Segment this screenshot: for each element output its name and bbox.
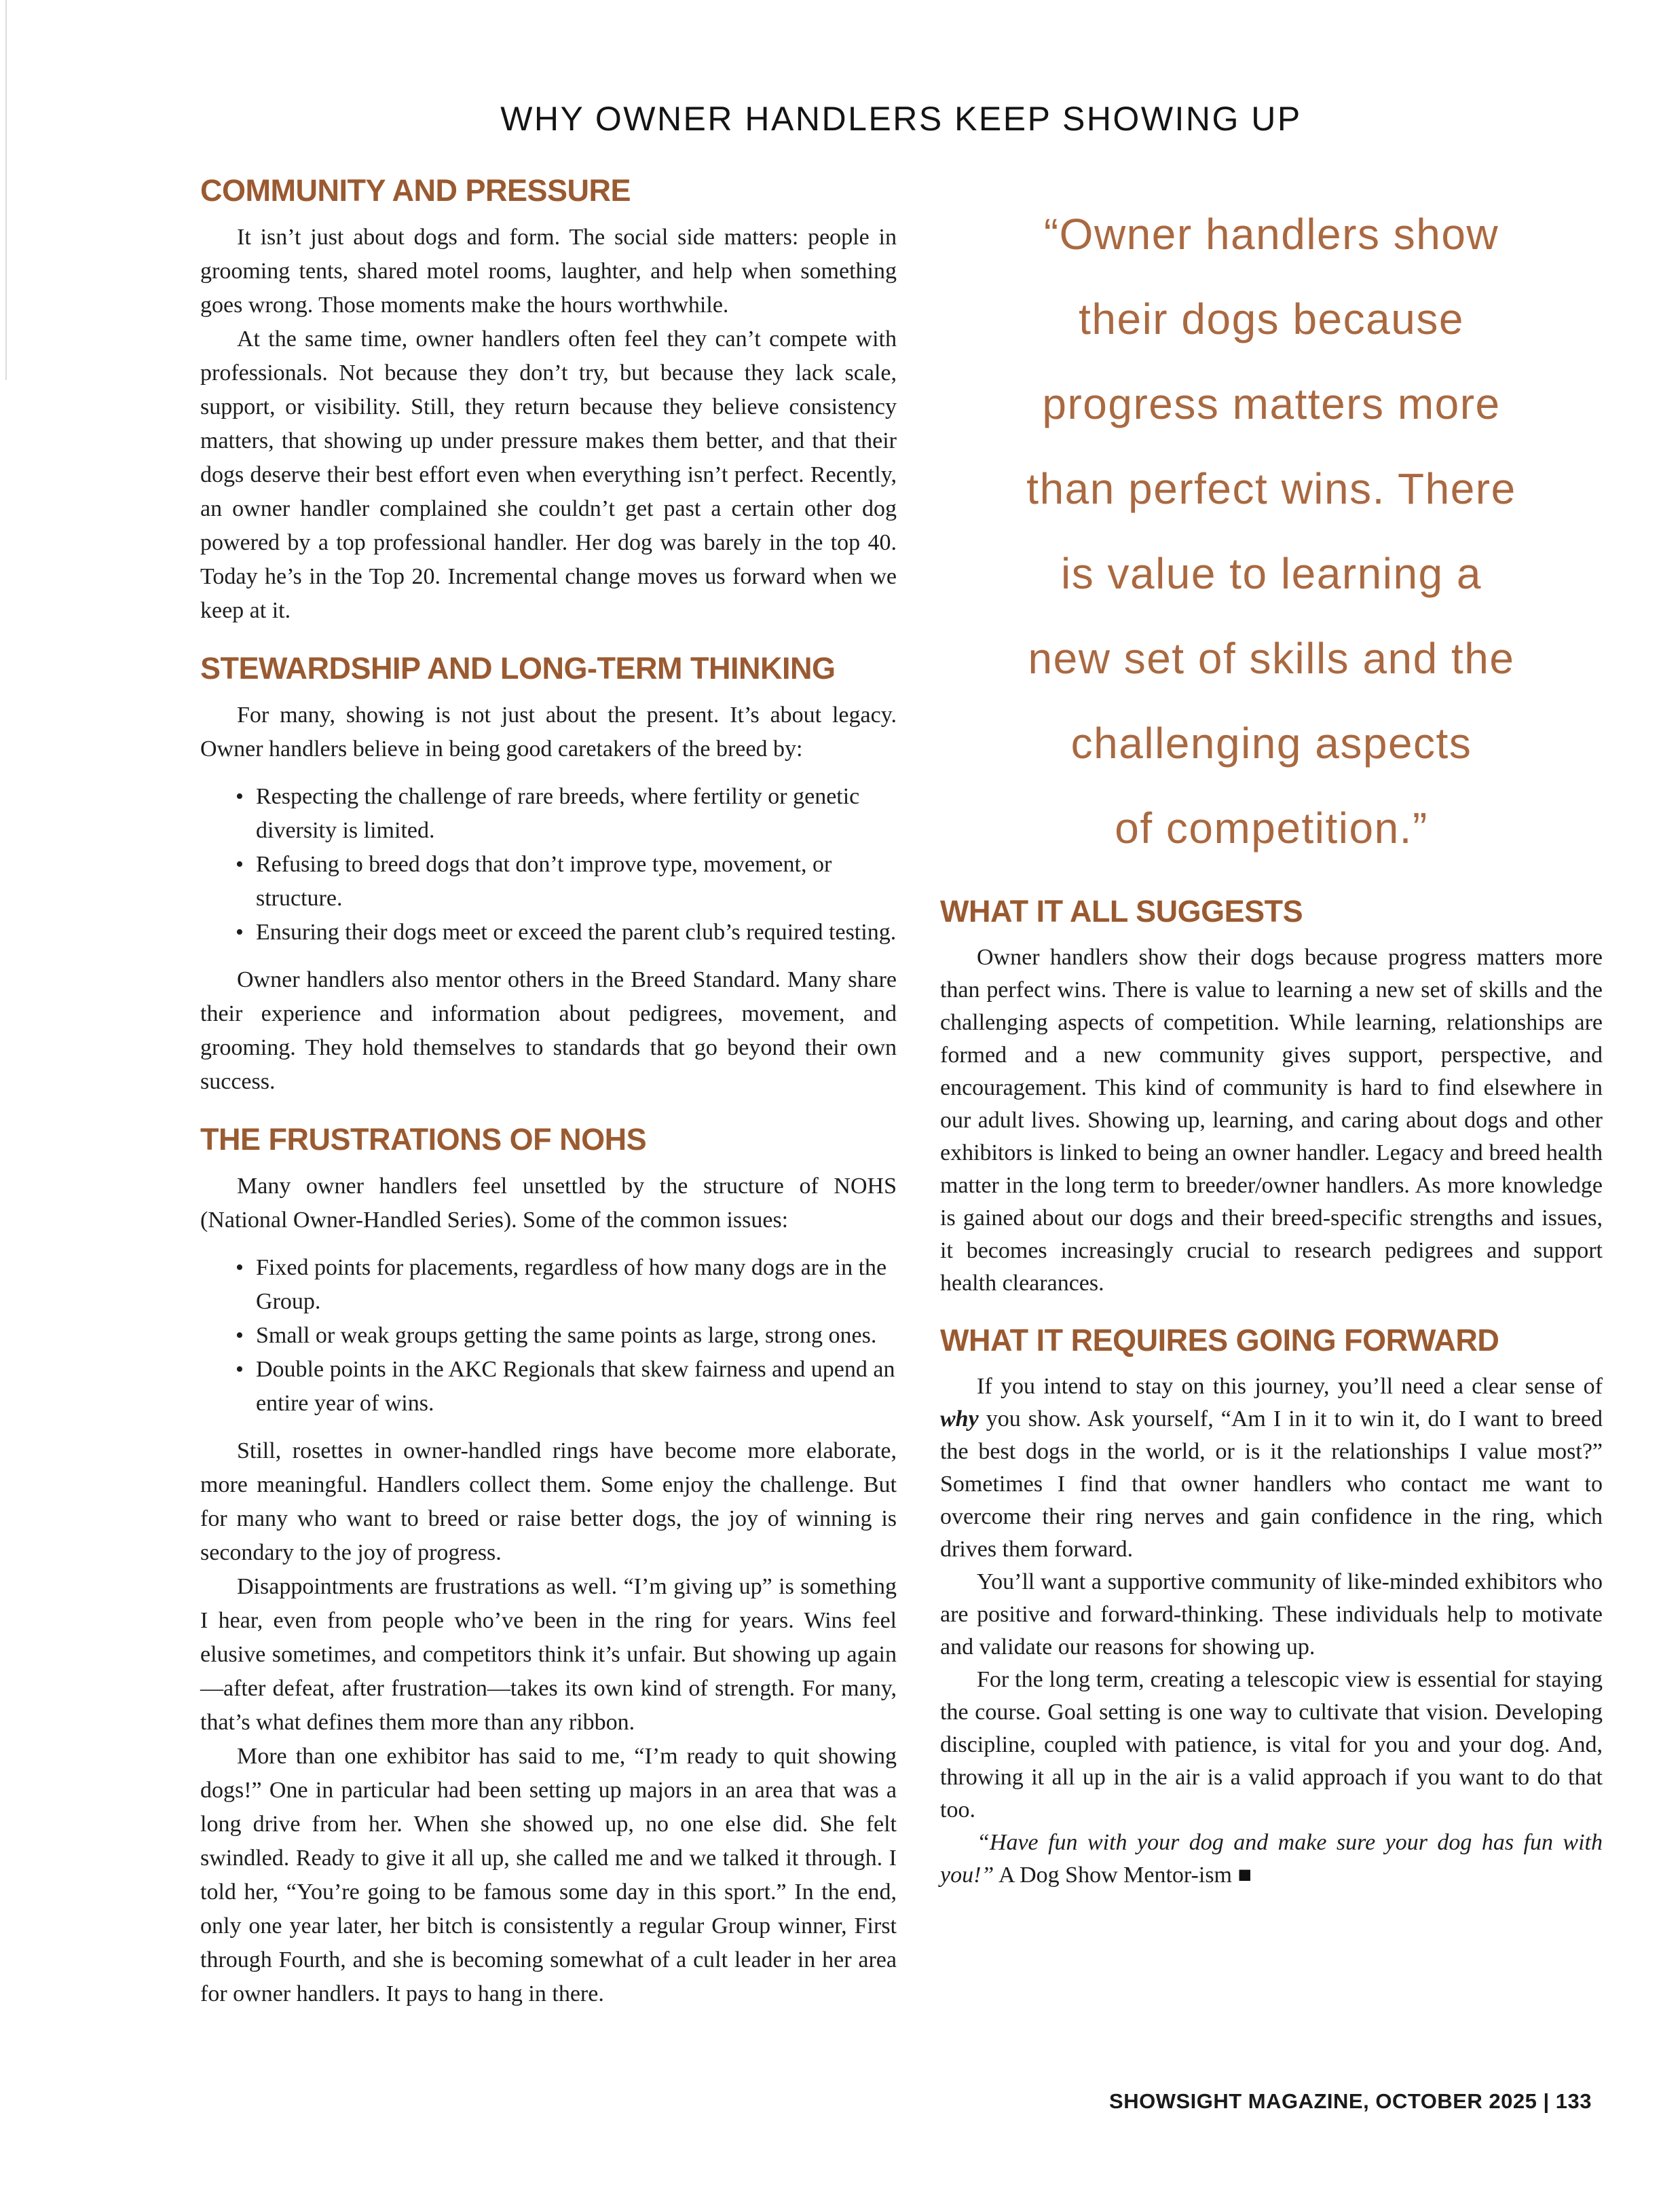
end-mark: ■: [1237, 1863, 1252, 1888]
body-paragraph: For many, showing is not just about the present. It’s about legacy. Owner handlers believe in being good caretakers of the breed by:: [200, 703, 897, 762]
closing-quote-italic: “Have fun with your dog and make sure your dog has fun with you!”: [940, 1830, 1603, 1888]
closing-attribution: A Dog Show Mentor-ism: [994, 1863, 1238, 1888]
body-paragraph: Owner handlers also mentor others in the Breed Standard. Many share their experience and information about pedigrees, movement, and grooming. They hold themselves to standards that go beyond their own success.: [200, 967, 897, 1094]
body-paragraph: [940, 1370, 1603, 1566]
pull-quote-line: is value to learning a: [1060, 549, 1482, 598]
left-column: [200, 173, 897, 2011]
pull-quote-line: of competition.”: [1115, 804, 1428, 853]
bullet-item: • Ensuring their dogs meet or exceed the parent club’s required testing.: [200, 916, 897, 950]
bullet-list: [200, 780, 897, 950]
right-column: [940, 180, 1603, 1892]
pull-quote-line: “Owner handlers show: [1043, 210, 1499, 259]
pull-quote-line: new set of skills and the: [1028, 634, 1515, 683]
body-paragraph: For the long term, creating a telescopic view is essential for staying the course. Goal setting is one way to cultivate that vision. Developing discipline, coupled with patience, is vital for you and your dog. And, throwing it all up in the air is a valid approach if you want to do that too.: [940, 1667, 1603, 1822]
page-footer: [1109, 2089, 1592, 2114]
body-paragraph: At the same time, owner handlers often feel they can’t compete with professionals. Not because they don’t try, but because they lack scale, support, or visibility. Still, they return because they believe consistency matters, that showing up under pressure makes them better, and that their dogs deserve their best effort even when everything isn’t perfect. Recently, an owner handler complained she couldn’t get past a certain other dog powered by a top professional handler. Her dog was barely in the top 40. Today he’s in the Top 20. Incremental change moves us forward when we keep at it.: [200, 326, 897, 623]
section-heading-stewardship: STEWARDSHIP AND LONG-TERM THINKING: [200, 651, 836, 686]
closing-paragraph: [940, 1827, 1603, 1892]
emphasis-why: why: [940, 1406, 979, 1432]
page-edge-line: [5, 0, 7, 380]
section-heading-what-it-requires: WHAT IT REQUIRES GOING FORWARD: [940, 1323, 1499, 1358]
pull-quote-line: their dogs because: [1079, 295, 1464, 343]
paragraph-text: you show. Ask yourself, “Am I in it to win it, do I want to breed the best dogs in the world, or is it the relationships I value most?” Sometimes I find that owner handlers who contact me want to overcome their ring nerves and gain confidence in the ring, which drives them forward.: [940, 1406, 1603, 1562]
bullet-item: • Fixed points for placements, regardless of how many dogs are in the Group.: [200, 1251, 897, 1319]
section-heading-what-it-all-suggests: WHAT IT ALL SUGGESTS: [940, 894, 1303, 929]
body-paragraph: You’ll want a supportive community of like-minded exhibitors who are positive and forward-thinking. These individuals help to motivate and validate our reasons for showing up.: [940, 1569, 1603, 1660]
body-paragraph: Disappointments are frustrations as well. “I’m giving up” is something I hear, even from people who’ve been in the ring for years. Wins feel elusive sometimes, and competitors think it’s unfair. But showing up again—after defeat, after frustration—takes its own kind of strength. For many, that’s what defines them more than any ribbon.: [200, 1574, 897, 1735]
bullet-item: • Small or weak groups getting the same points as large, strong ones.: [200, 1319, 897, 1353]
paragraph-text: If you intend to stay on this journey, you’ll need a clear sense of: [977, 1374, 1603, 1399]
bullet-item: • Respecting the challenge of rare breeds, where fertility or genetic diversity is limited.: [200, 780, 897, 848]
section-heading-community-and-pressure: COMMUNITY AND PRESSURE: [200, 173, 631, 208]
article-title: WHY OWNER HANDLERS KEEP SHOWING UP: [500, 100, 1302, 138]
section-heading-frustrations-of-nohs: THE FRUSTRATIONS OF NOHS: [200, 1122, 647, 1157]
pull-quote: [940, 192, 1603, 871]
body-paragraph: More than one exhibitor has said to me, “I’m ready to quit showing dogs!” One in particular had been setting up majors in an area that was a long drive from her. When she showed up, no one else did. She felt swindled. Ready to give it all up, she called me and we talked it through. I told her, “You’re going to be famous some day in this sport.” In the end, only one year later, her bitch is consistently a regular Group winner, First through Fourth, and she is becoming somewhat of a cult leader in her area for owner handlers. It pays to hang in there.: [200, 1744, 897, 2006]
pull-quote-line: progress matters more: [1042, 379, 1501, 428]
bullet-item: • Double points in the AKC Regionals that skew fairness and upend an entire year of wins.: [200, 1353, 897, 1421]
footer-text: SHOWSIGHT MAGAZINE, OCTOBER 2025 |: [1109, 2089, 1556, 2113]
pull-quote-line: than perfect wins. There: [1026, 464, 1516, 513]
body-paragraph: Owner handlers show their dogs because progress matters more than perfect wins. There is value to learning a new set of skills and the challenging aspects of competition. While learning, relationships are formed and a new community gives support, perspective, and encouragement. This kind of community is hard to find elsewhere in our adult lives. Showing up, learning, and caring about dogs and other exhibitors is linked to being an owner handler. Legacy and breed health matter in the long term to breeder/owner handlers. As more knowledge is gained about our dogs and their breed-specific strengths and issues, it becomes increasingly crucial to research pedigrees and support health clearances.: [940, 945, 1603, 1296]
page-number: 133: [1555, 2089, 1592, 2113]
pull-quote-line: challenging aspects: [1070, 719, 1472, 768]
body-paragraph: Many owner handlers feel unsettled by the structure of NOHS (National Owner-Handled Series). Some of the common issues:: [200, 1174, 897, 1233]
body-paragraph: It isn’t just about dogs and form. The social side matters: people in grooming tents, shared motel rooms, laughter, and help when something goes wrong. Those moments make the hours worthwhile.: [200, 225, 897, 318]
bullet-list: [200, 1251, 897, 1421]
body-paragraph: Still, rosettes in owner-handled rings have become more elaborate, more meaningful. Handlers collect them. Some enjoy the challenge. But for many who want to breed or raise better dogs, the joy of winning is secondary to the joy of progress.: [200, 1438, 897, 1565]
bullet-item: • Refusing to breed dogs that don’t improve type, movement, or structure.: [200, 848, 897, 916]
